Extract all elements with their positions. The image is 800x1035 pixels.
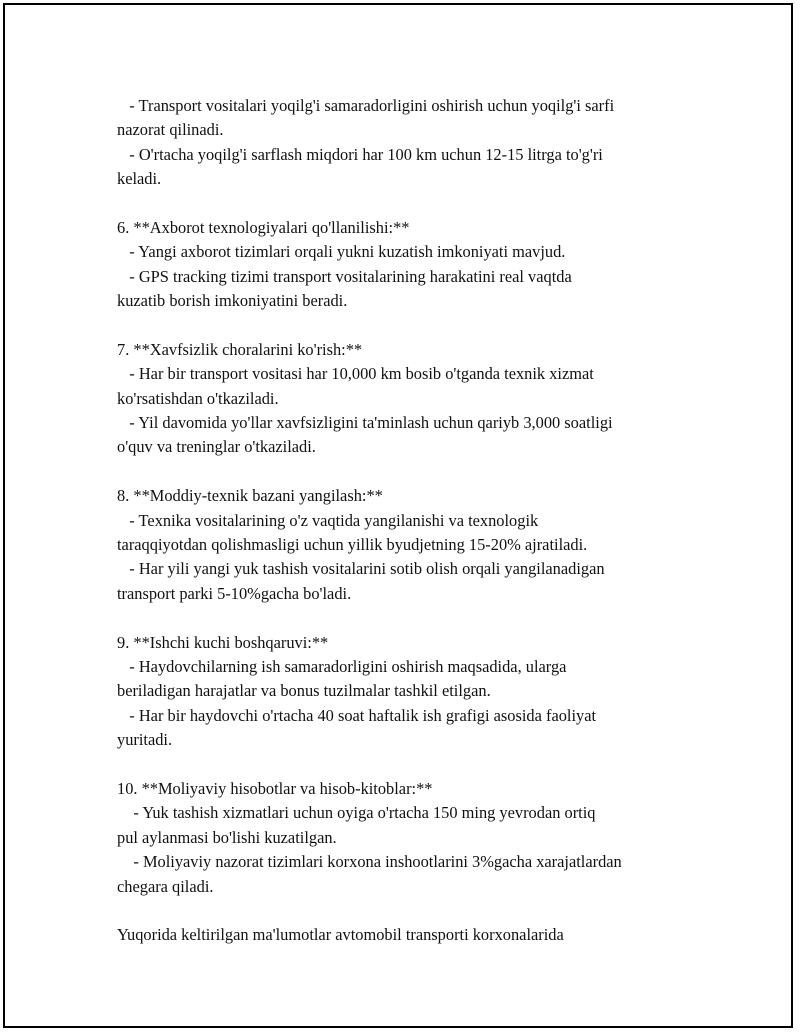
- blank-line: [117, 192, 717, 216]
- blank-line: [117, 314, 717, 338]
- text-line: - Har yili yangi yuk tashish vositalarini sotib olish orqali yangilanadigan: [117, 559, 605, 579]
- text-line: 10. **Moliyaviy hisobotlar va hisob-kitoblar:**: [117, 778, 433, 798]
- text-line: - Har bir haydovchi o'rtacha 40 soat haftalik ish grafigi asosida faoliyat: [117, 705, 597, 725]
- text-line: - Yangi axborot tizimlari orqali yukni kuzatish imkoniyati mavjud.: [117, 242, 566, 262]
- text-line: yuritadi.: [117, 730, 173, 750]
- text-line: chegara qiladi.: [117, 876, 214, 896]
- text-line: 8. **Moddiy-texnik bazani yangilash:**: [117, 486, 383, 506]
- text-line: - Transport vositalari yoqilg'i samaradorligini oshirish uchun yoqilg'i sarfi: [117, 96, 615, 115]
- text-line: - Yil davomida yo'llar xavfsizligini ta'minlash uchun qariyb 3,000 soatligi: [117, 413, 613, 433]
- text-line: - Moliyaviy nazorat tizimlari korxona inshootlarini 3%gacha xarajatlardan: [117, 852, 622, 872]
- text-line: taraqqiyotdan qolishmasligi uchun yillik byudjetning 15-20% ajratiladi.: [117, 535, 588, 555]
- text-line: keladi.: [117, 169, 162, 189]
- text-line: - Texnika vositalarining o'z vaqtida yangilanishi va texnologik: [117, 510, 539, 530]
- blank-line: [117, 606, 717, 630]
- text-line: transport parki 5-10%gacha bo'ladi.: [117, 583, 352, 603]
- text-line: - GPS tracking tizimi transport vositalarining harakatini real vaqtda: [117, 266, 572, 286]
- text-line: o'quv va treninglar o'tkaziladi.: [117, 437, 316, 457]
- text-line: - Haydovchilarning ish samaradorligini oshirish maqsadida, ularga: [117, 656, 567, 676]
- blank-line: [117, 899, 717, 923]
- blank-line: [117, 753, 717, 777]
- text-line: pul aylanmasi bo'lishi kuzatilgan.: [117, 827, 337, 847]
- text-line: 6. **Axborot texnologiyalari qo'llanilishi:**: [117, 217, 410, 237]
- text-line: 7. **Xavfsizlik choralarini ko'rish:**: [117, 339, 363, 359]
- blank-line: [117, 460, 717, 484]
- text-line: ko'rsatishdan o'tkaziladi.: [117, 388, 279, 408]
- text-line: - Yuk tashish xizmatlari uchun oyiga o'rtacha 150 ming yevrodan ortiq: [117, 803, 596, 823]
- text-line: - O'rtacha yoqilg'i sarflash miqdori har 100 km uchun 12-15 litrga to'g'ri: [117, 144, 603, 164]
- text-line: 9. **Ishchi kuchi boshqaruvi:**: [117, 632, 329, 652]
- text-line: beriladigan harajatlar va bonus tuzilmalar tashkil etilgan.: [117, 681, 491, 701]
- text-line: - Har bir transport vositasi har 10,000 km bosib o'tganda texnik xizmat: [117, 364, 594, 384]
- text-line: kuzatib borish imkoniyatini beradi.: [117, 291, 348, 311]
- document-body: [117, 94, 717, 948]
- text-line: nazorat qilinadi.: [117, 120, 224, 140]
- text-line: Yuqorida keltirilgan ma'lumotlar avtomobil transporti korxonalarida: [117, 925, 564, 945]
